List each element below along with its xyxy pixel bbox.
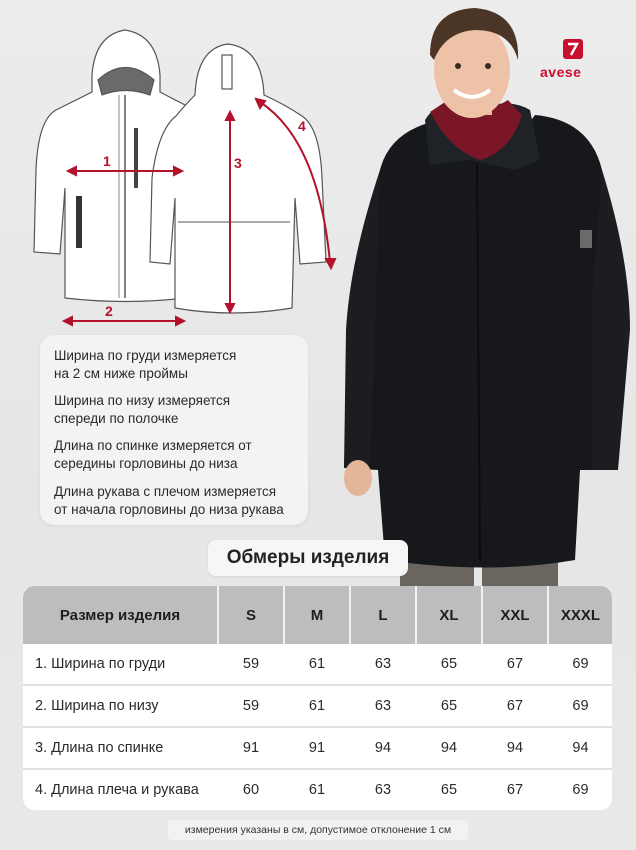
marker-1: 1: [103, 153, 111, 169]
instruction-back-length: [54, 437, 252, 473]
table-cell: 60: [242, 782, 260, 798]
header-size-l: L: [378, 606, 388, 624]
table-cell: 63: [374, 782, 392, 798]
table-cell: 94: [440, 740, 458, 756]
table-row: [23, 770, 612, 810]
table-cell: 69: [572, 782, 589, 798]
header-size-s: S: [245, 606, 256, 624]
size-table: [23, 586, 612, 810]
instruction-sleeve-line2: от начала горловины до низа рукава: [54, 502, 284, 517]
table-cell: 67: [506, 698, 524, 714]
table-cell: 59: [242, 698, 260, 714]
header-size-label: Размер изделия: [59, 606, 181, 624]
jacket-sketches: [0, 0, 350, 335]
row-label: 1. Ширина по груди: [35, 656, 166, 672]
header-size-xl: XL: [439, 606, 459, 624]
table-cell: 65: [440, 782, 458, 798]
instruction-chest-line2: на 2 см ниже проймы: [54, 366, 188, 381]
row-label: 3. Длина по спинке: [35, 740, 164, 756]
measurement-instructions: [40, 335, 308, 525]
table-cell: 91: [308, 740, 326, 756]
table-cell: 91: [242, 740, 260, 756]
instruction-hem-line1: Ширина по низу измеряется: [54, 393, 231, 408]
instruction-back-line1: Длина по спинке измеряется от: [54, 438, 252, 453]
table-cell: 69: [572, 698, 589, 714]
instruction-sleeve-line1: Длина рукава с плечом измеряется: [54, 484, 277, 499]
row-label: 4. Длина плеча и рукава: [35, 782, 199, 798]
table-cell: 61: [308, 782, 326, 798]
table-cell: 59: [242, 656, 260, 672]
table-cell: 63: [374, 698, 392, 714]
table-cell: 94: [572, 740, 589, 756]
header-size-m: M: [310, 606, 324, 624]
table-cell: 67: [506, 782, 524, 798]
brand-name: avese: [540, 64, 582, 80]
table-title: Обмеры изделия: [208, 540, 408, 576]
table-row: [23, 728, 612, 768]
table-cell: 69: [572, 656, 589, 672]
instruction-back-line2: середины горловины до низа: [54, 456, 238, 471]
table-cell: 65: [440, 698, 458, 714]
table-cell: 61: [308, 656, 326, 672]
table-cell: 61: [308, 698, 326, 714]
row-label: 2. Ширина по низу: [35, 698, 159, 714]
table-cell: 63: [374, 656, 392, 672]
instruction-hem: [54, 392, 230, 428]
table-cell: 67: [506, 656, 524, 672]
header-size-xxxl: XXXL: [560, 606, 601, 624]
table-cell: 94: [374, 740, 392, 756]
marker-3: 3: [234, 155, 242, 171]
model-photo: [330, 0, 636, 600]
instruction-chest-line1: Ширина по груди измеряется: [54, 348, 237, 363]
table-cell: 65: [440, 656, 458, 672]
instruction-hem-line2: спереди по полочке: [54, 411, 179, 426]
header-size-xxl: XXL: [500, 606, 530, 624]
table-cell: 94: [506, 740, 524, 756]
table-row: [23, 644, 612, 684]
table-row: [23, 686, 612, 726]
back-sketch: [150, 44, 326, 313]
instruction-sleeve: [54, 483, 284, 519]
footnote: измерения указаны в см, допустимое отклонение 1 см: [168, 820, 468, 840]
marker-2: 2: [105, 303, 113, 319]
instruction-chest: [54, 347, 236, 383]
table-header: [23, 586, 612, 644]
marker-4: 4: [298, 118, 306, 134]
